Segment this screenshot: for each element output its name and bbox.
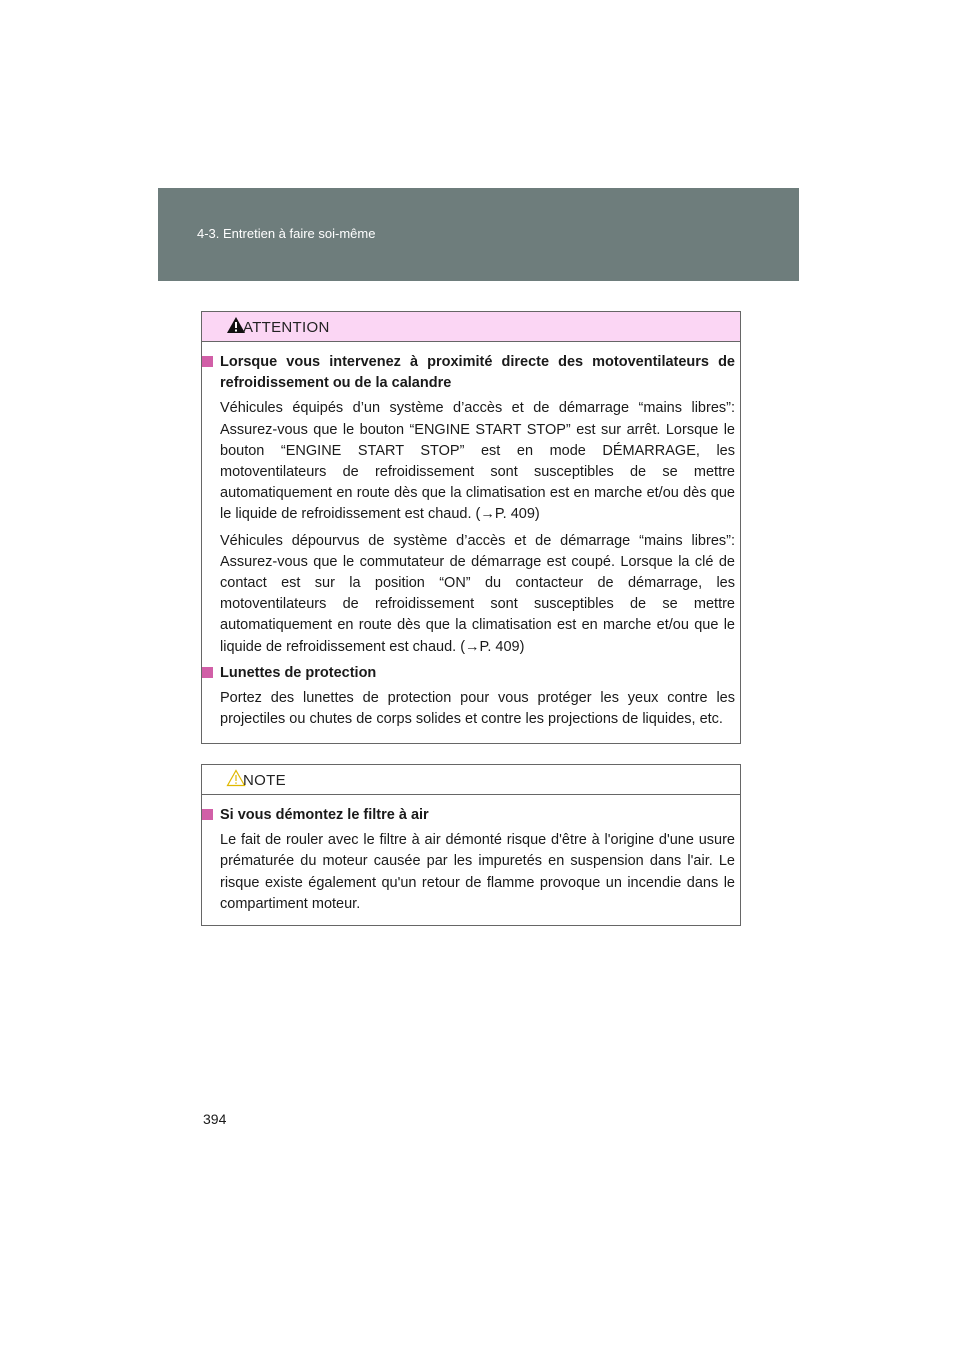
attention-paragraph: Portez des lunettes de protection pour vous protéger les yeux contre les projectiles ou chutes de corps solides et contre les projections de liquides, etc. xyxy=(220,690,735,728)
attention-label: ATTENTION xyxy=(243,319,330,336)
note-header xyxy=(202,765,740,795)
attention-item-title: Lunettes de protection xyxy=(211,663,735,684)
note-label: NOTE xyxy=(243,772,286,789)
section-header-band xyxy=(158,188,799,281)
note-box xyxy=(201,764,741,926)
attention-body xyxy=(202,342,740,730)
bullet-square-icon xyxy=(202,667,213,678)
note-item-title: Si vous démontez le filtre à air xyxy=(211,805,735,826)
note-body xyxy=(202,795,740,915)
bullet-square-icon xyxy=(202,356,213,367)
attention-item-title: Lorsque vous intervenez à proximité directe des motoventilateurs de refroidissement ou de la calandre xyxy=(211,352,735,394)
attention-box xyxy=(201,311,741,744)
attention-paragraph: Véhicules dépourvus de système d’accès et de démarrage “mains libres”: Assurez-vous que le commutateur de démarrage est coupé. Lorsque la clé de contact est sur la position “ON” du contacteur de démarrage, les motoventilateurs de refroidissement sont susceptibles de se mettre automatiquement en route dès que la climatisation est en marche et/ou que le liquide de refroidissement est chaud. (→P. 409) xyxy=(220,532,735,655)
page-number: 394 xyxy=(203,1111,227,1127)
section-title: 4-3. Entretien à faire soi-même xyxy=(197,226,376,241)
attention-header xyxy=(202,312,740,342)
note-paragraph: Le fait de rouler avec le filtre à air démonté risque d'être à l'origine d'une usure prématurée du moteur causée par les impuretés en suspension dans l'air. Le risque existe également qu'un retour de flamme provoque un incendie dans le compartiment moteur. xyxy=(220,832,735,912)
attention-paragraph: Véhicules équipés d’un système d’accès et de démarrage “mains libres”: Assurez-vous que le bouton “ENGINE START STOP” est sur arrêt. Lorsque le bouton “ENGINE START STOP” est en mode DÉMARRAGE, les motoventilateurs de refroidissement sont susceptibles de se mettre automatiquement en route dès que la climatisation est en marche et/ou dès que le liquide de refroidissement est chaud. (→P. 409) xyxy=(220,400,735,523)
bullet-square-icon xyxy=(202,809,213,820)
